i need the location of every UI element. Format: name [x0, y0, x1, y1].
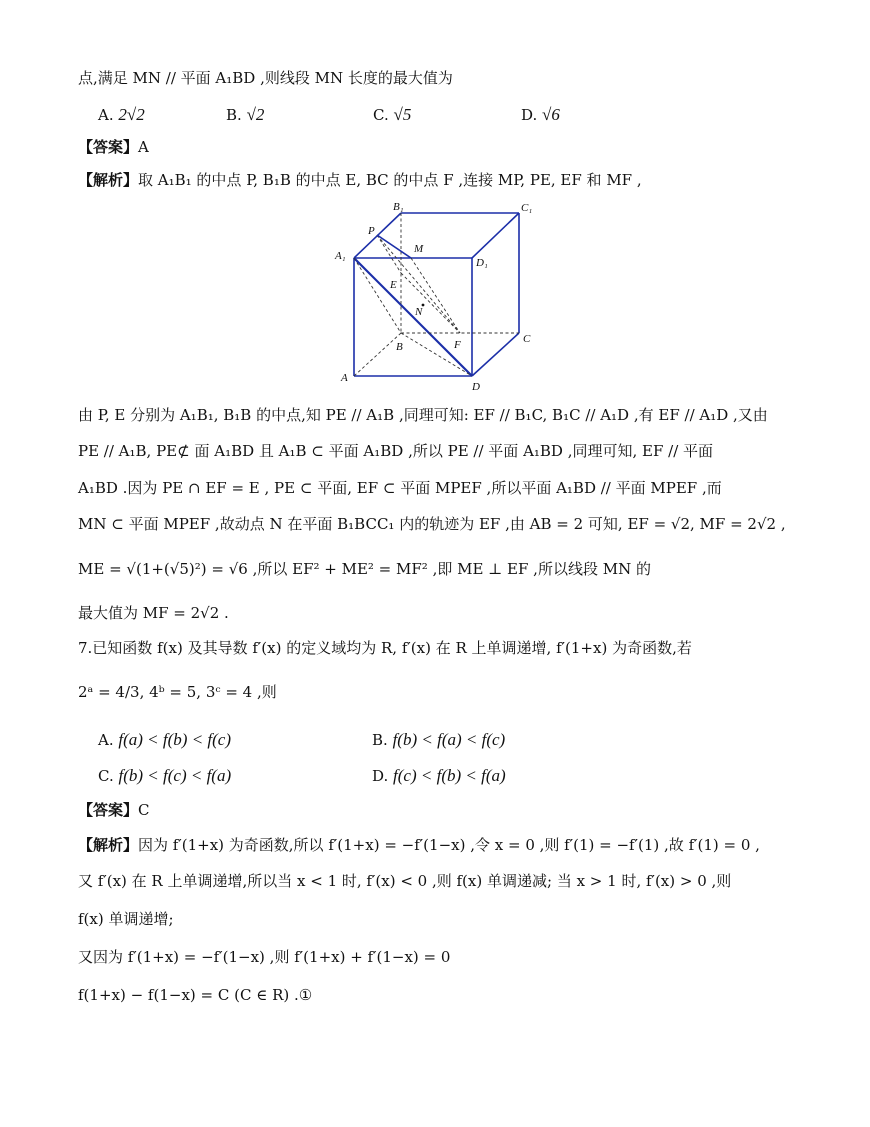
q7-stem-line-2: 2ᵃ = 4/3, 4ᵇ = 5, 3ᶜ = 4 ,则	[78, 683, 277, 701]
q6-analysis-line-2: PE // A₁B, PE⊄ 面 A₁BD 且 A₁B ⊂ 平面 A₁BD ,所以 PE // 平面 A₁BD ,同理可知, EF // 平面	[78, 442, 714, 460]
q7-analysis-line-2: 又 f′(x) 在 R 上单调递增,所以当 x < 1 时, f′(x) < 0 ,则 f(x) 单调递减; 当 x > 1 时, f′(x) > 0 ,则	[78, 872, 732, 890]
q7-analysis-line-5: f(1+x) − f(1−x) = C (C ∈ R) .①	[78, 986, 313, 1004]
label-b1: B₁	[393, 201, 404, 213]
label-f: F	[454, 339, 461, 351]
label-a: A	[341, 372, 348, 384]
q7-stem-line-1: 7.已知函数 f(x) 及其导数 f′(x) 的定义域均为 R, f′(x) 在 R 上单调递增, f′(1+x) 为奇函数,若	[78, 639, 692, 657]
q7-option-b: B. f(b) < f(a) < f(c)	[372, 730, 506, 749]
cube-figure	[330, 200, 550, 395]
label-a1: A₁	[335, 250, 346, 262]
q6-analysis-line-6: 最大值为 MF = 2√2 .	[78, 604, 229, 622]
q7-answer: 【答案】C	[78, 801, 150, 819]
q6-analysis-intro: 【解析】取 A₁B₁ 的中点 P, B₁B 的中点 E, BC 的中点 F ,连接 MP, PE, EF 和 MF ,	[78, 171, 642, 189]
q6-option-a: A. 2√2	[98, 105, 145, 124]
q6-analysis-line-5: ME = √(1+(√5)²) = √6 ,所以 EF² + ME² = MF² ,即 ME ⊥ EF ,所以线段 MN 的	[78, 560, 651, 578]
q6-option-b: B. √2	[226, 105, 265, 124]
q7-option-a: A. f(a) < f(b) < f(c)	[98, 730, 232, 749]
label-c1: C₁	[521, 202, 533, 214]
q7-option-c: C. f(b) < f(c) < f(a)	[98, 766, 232, 785]
q7-analysis-line-1: 【解析】因为 f′(1+x) 为奇函数,所以 f′(1+x) = −f′(1−x) ,令 x = 0 ,则 f′(1) = −f′(1) ,故 f′(1) = 0 ,	[78, 836, 760, 854]
label-c: C	[523, 333, 531, 345]
q6-analysis-line-3: A₁BD .因为 PE ∩ EF = E , PE ⊂ 平面, EF ⊂ 平面 MPEF ,所以平面 A₁BD // 平面 MPEF ,而	[78, 479, 722, 497]
label-p: P	[368, 225, 375, 237]
label-d: D	[472, 381, 480, 393]
label-d1: D₁	[476, 257, 488, 269]
label-e: E	[390, 279, 397, 291]
q6-analysis-line-4: MN ⊂ 平面 MPEF ,故动点 N 在平面 B₁BCC₁ 内的轨迹为 EF ,由 AB = 2 可知, EF = √2, MF = 2√2 ,	[78, 515, 786, 533]
label-n: N	[415, 306, 423, 318]
q6-analysis-line-1: 由 P, E 分别为 A₁B₁, B₁B 的中点,知 PE // A₁B ,同理可知: EF // B₁C, B₁C // A₁D ,有 EF // A₁D ,又由	[78, 406, 768, 424]
label-m: M	[414, 243, 424, 255]
q7-analysis-line-3: f(x) 单调递增;	[78, 910, 174, 928]
q6-option-c: C. √5	[373, 105, 412, 124]
q7-option-d: D. f(c) < f(b) < f(a)	[372, 766, 506, 785]
q7-analysis-line-4: 又因为 f′(1+x) = −f′(1−x) ,则 f′(1+x) + f′(1−x) = 0	[78, 948, 451, 966]
label-b: B	[396, 341, 403, 353]
q6-stem-tail: 点,满足 MN // 平面 A₁BD ,则线段 MN 长度的最大值为	[78, 69, 453, 87]
q6-option-d: D. √6	[521, 105, 560, 124]
q6-answer: 【答案】A	[78, 138, 149, 156]
